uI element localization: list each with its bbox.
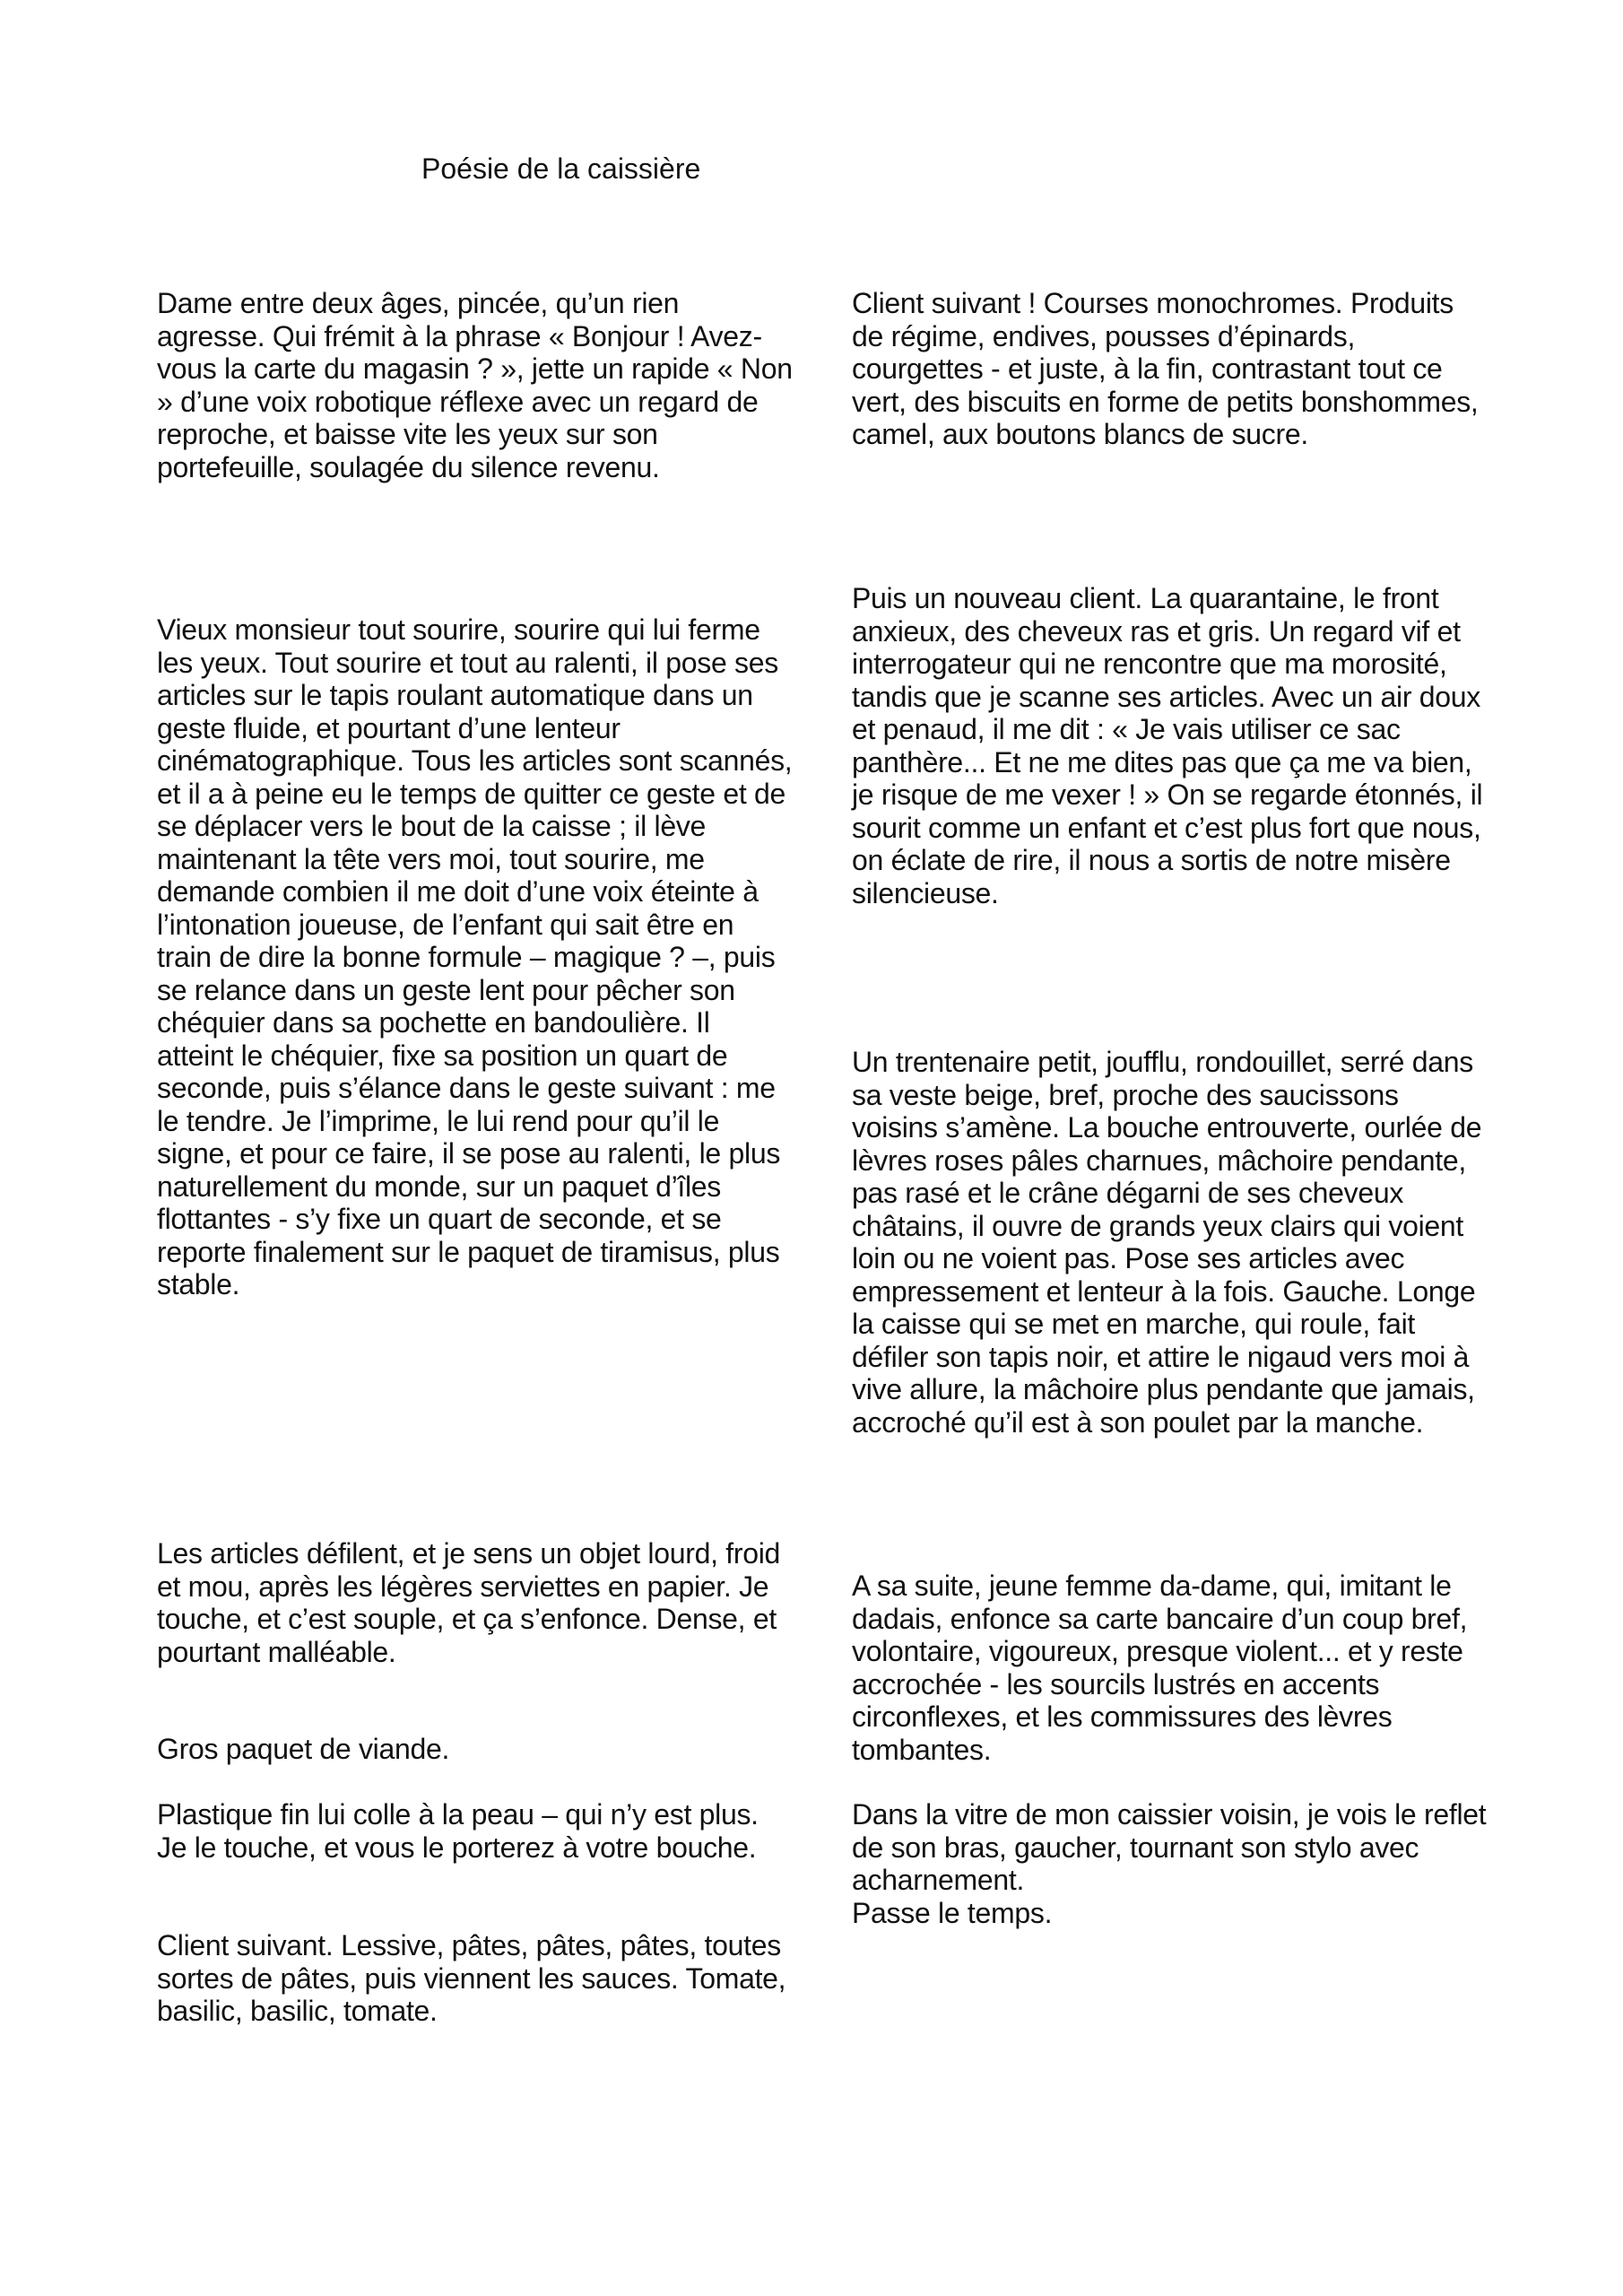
right-paragraph-2 (852, 582, 1488, 909)
left-paragraph-2 (157, 613, 794, 1301)
paragraph-text: Passe le temps. (852, 1897, 1053, 1929)
paragraph-text: Vieux monsieur tout sourire, sourire qui lui ferme les yeux. Tout sourire et tout au ralenti, il pose ses articles sur le tapis roulant automatique dans un geste fluide, et pourtant d’une lenteur cinématographique. Tous les articles sont scannés, et il a à peine eu le temps de quitter ce geste et de se déplacer vers le bout de la caisse ; il lève maintenant la tête vers moi, tout sourire, me demande combien il me doit d’une voix éteinte à l’intonation joueuse, de l’enfant qui sait être en train de dire la bonne formule – magique ? –, puis se relance dans un geste lent pour pêcher son chéquier dans sa pochette en bandoulière. Il atteint le chéquier, fixe sa position un quart de seconde, puis s’élance dans le geste suivant : me le tendre. Je l’imprime, le lui rend pour qu’il le signe, et pour ce faire, il se pose au ralenti, le plus naturellement du monde, sur un paquet d’îles flottantes - s’y fixe un quart de seconde, et se reporte finalement sur le paquet de tiramisus, plus stable. (157, 613, 793, 1300)
paragraph-text: A sa suite, jeune femme da-dame, qui, imitant le dadais, enfonce sa carte bancaire d’un coup bref, volontaire, vigoureux, presque violent... et y reste accrochée - les sourcils lustrés en accents circonflexes, et les commissures des lèvres tombantes. (852, 1570, 1468, 1766)
paragraph-text: Client suivant ! Courses monochromes. Produits de régime, endives, pousses d’épinards, courgettes - et juste, à la fin, contrastant tout ce vert, des biscuits en forme de petits bonshommes, camel, aux boutons blancs de sucre. (852, 287, 1479, 450)
right-paragraph-4 (852, 1570, 1488, 1766)
left-paragraph-1 (157, 287, 794, 483)
page-title: Poésie de la caissière (421, 152, 701, 185)
paragraph-text: Un trentenaire petit, joufflu, rondouillet, serré dans sa veste beige, bref, proche des saucissons voisins s’amène. La bouche entrouverte, ourlée de lèvres roses pâles charnues, mâchoire pendante, pas rasé et le crâne dégarni de ses cheveux châtains, il ouvre de grands yeux clairs qui voient loin ou ne voient pas. Pose ses articles avec empressement et lenteur à la fois. Gauche. Longe la caisse qui se met en marche, qui roule, fait défiler son tapis noir, et attire le nigaud vers moi à vive allure, la mâchoire plus pendante que jamais, accroché qu’il est à son poulet par la manche. (852, 1046, 1482, 1439)
right-paragraph-3 (852, 1046, 1488, 1439)
paragraph-text: Gros paquet de viande. (157, 1733, 450, 1765)
left-paragraph-4 (157, 1733, 794, 1766)
left-paragraph-6 (157, 1929, 794, 2028)
paragraph-text: Dame entre deux âges, pincée, qu’un rien agresse. Qui frémit à la phrase « Bonjour ! Avez-vous la carte du magasin ? », jette un rapide « Non » d’une voix robotique réflexe avec un regard de reproche, et baisse vite les yeux sur son portefeuille, soulagée du silence revenu. (157, 287, 793, 483)
paragraph-text: Plastique fin lui colle à la peau – qui n’y est plus. Je le touche, et vous le porterez à votre bouche. (157, 1798, 759, 1864)
left-paragraph-3 (157, 1537, 794, 1668)
right-paragraph-1 (852, 287, 1488, 451)
right-paragraph-6 (852, 1897, 1488, 1930)
left-paragraph-5 (157, 1798, 794, 1864)
paragraph-text: Les articles défilent, et je sens un objet lourd, froid et mou, après les légères serviettes en papier. Je touche, et c’est souple, et ça s’enfonce. Dense, et pourtant malléable. (157, 1537, 781, 1668)
paragraph-text: Dans la vitre de mon caissier voisin, je vois le reflet de son bras, gaucher, tournant son stylo avec acharnement. (852, 1798, 1487, 1896)
right-paragraph-5 (852, 1798, 1488, 1897)
paragraph-text: Puis un nouveau client. La quarantaine, le front anxieux, des cheveux ras et gris. Un regard vif et interrogateur qui ne rencontre que ma morosité, tandis que je scanne ses articles. Avec un air doux et penaud, il me dit : « Je vais utiliser ce sac panthère... Et ne me dites pas que ça me va bien, je risque de me vexer ! » On se regarde étonnés, il sourit comme un enfant et c’est plus fort que nous, on éclate de rire, il nous a sortis de notre misère silencieuse. (852, 582, 1483, 909)
paragraph-text: Client suivant. Lessive, pâtes, pâtes, pâtes, toutes sortes de pâtes, puis viennent les sauces. Tomate, basilic, basilic, tomate. (157, 1929, 786, 2027)
